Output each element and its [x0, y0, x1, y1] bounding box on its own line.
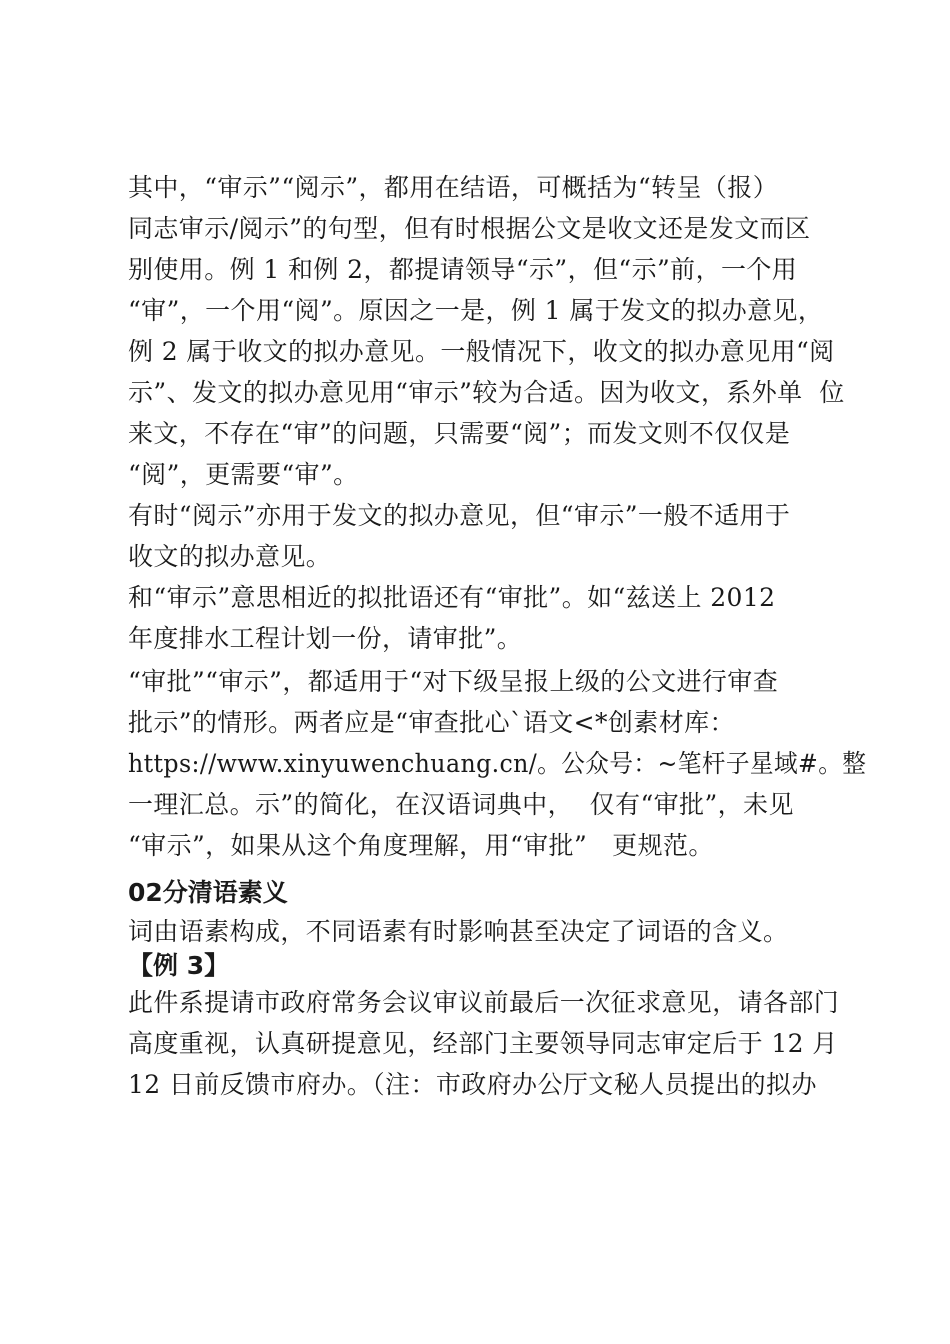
- paragraph-line: 收文的拟办意见。: [128, 542, 332, 571]
- paragraph-line: https://www.xinyuwenchuang.cn/。公众号：~笔杆子星域#。整: [128, 749, 867, 778]
- example-line: 12 日前反馈市府办。（注：市政府办公厅文秘人员提出的拟办: [128, 1070, 817, 1099]
- paragraph-line: “审”，一个用“阅”。原因之一是，例 1 属于发文的拟办意见，: [128, 296, 824, 325]
- paragraph-line: “阅”，更需要“审”。: [128, 460, 359, 489]
- paragraph-line: 年度排水工程计划一份，请审批”。: [128, 624, 523, 653]
- paragraph-line: 和“审示”意思相近的拟批语还有“审批”。如“兹送上 2012: [128, 583, 776, 612]
- paragraph-line: “审批”“审示”，都适用于“对下级呈报上级的公文进行审查: [128, 667, 779, 696]
- paragraph-line: 同志审示/阅示”的句型，但有时根据公文是收文还是发文而区: [128, 214, 811, 243]
- paragraph-line: “审示”，如果从这个角度理解，用“审批” 更规范。: [128, 831, 714, 860]
- paragraph-line: 别使用。例 1 和例 2，都提请领导“示”，但“示”前，一个用: [128, 255, 798, 284]
- section-intro: 词由语素构成，不同语素有时影响甚至决定了词语的含义。: [128, 917, 789, 946]
- example-line: 高度重视，认真研提意见，经部门主要领导同志审定后于 12 月: [128, 1029, 838, 1058]
- paragraph-line: 批示”的情形。两者应是“审查批心`语文<*创素材库：: [128, 708, 735, 737]
- example-label: 【例 3】: [128, 951, 230, 980]
- paragraph-line: 例 2 属于收文的拟办意见。一般情况下，收文的拟办意见用“阅: [128, 337, 835, 366]
- example-line: 此件系提请市政府常务会议审议前最后一次征求意见，请各部门: [128, 988, 840, 1017]
- paragraph-line: 有时“阅示”亦用于发文的拟办意见，但“审示”一般不适用于: [128, 501, 791, 530]
- paragraph-line: 示”、发文的拟办意见用“审示”较为合适。因为收文，系外单 位: [128, 378, 845, 407]
- paragraph-line: 来文，不存在“审”的问题，只需要“阅”；而发文则不仅仅是: [128, 419, 791, 448]
- section-heading: 02分清语素义: [128, 878, 288, 907]
- paragraph-line: 其中，“审示”“阅示”，都用在结语，可概括为“转呈（报）: [128, 173, 779, 202]
- paragraph-line: 一理汇总。示”的简化，在汉语词典中， 仅有“审批”，未见: [128, 790, 794, 819]
